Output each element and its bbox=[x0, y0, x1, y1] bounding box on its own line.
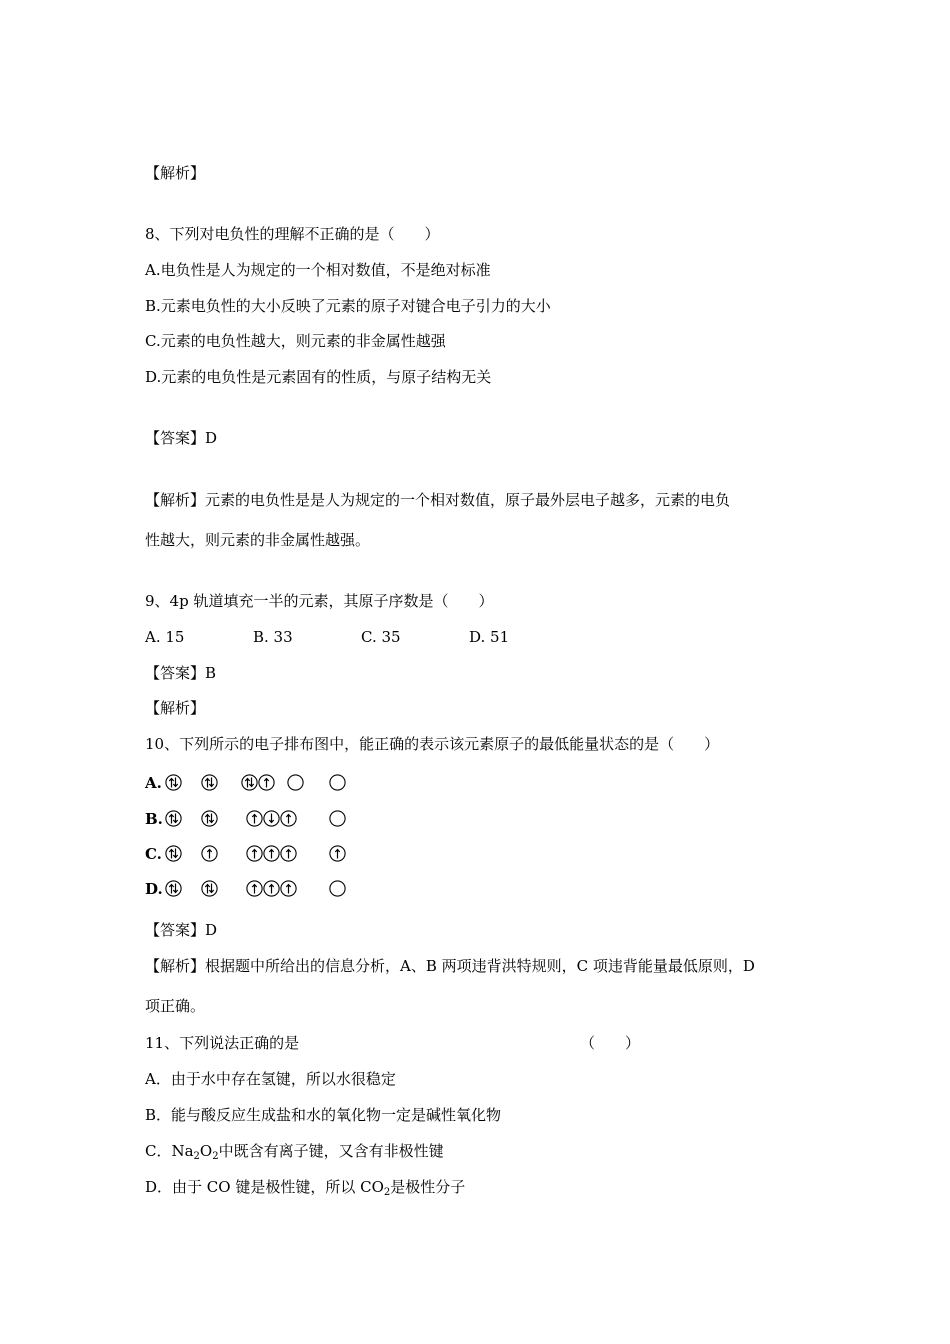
q11-option-d-sub: 2 bbox=[383, 1187, 391, 1198]
orbital-up-icon bbox=[246, 880, 263, 897]
q11-option-a: A．由于水中存在氢键，所以水很稳定 bbox=[145, 1070, 396, 1088]
q11-option-c-suffix: 中既含有离子键，又含有非极性键 bbox=[218, 1142, 444, 1160]
orbital-paired-icon bbox=[201, 810, 218, 827]
q11-option-b: B．能与酸反应生成盐和水的氧化物一定是碱性氧化物 bbox=[145, 1106, 502, 1124]
q10-answer: 【答案】D bbox=[145, 921, 218, 939]
q8-analysis-line2: 性越大，则元素的非金属性越强。 bbox=[145, 531, 371, 549]
orbital-up-icon bbox=[201, 845, 218, 862]
q9-stem: 9、4p 轨道填充一半的元素，其原子序数是（ ） bbox=[145, 592, 494, 610]
orbital-up-icon bbox=[246, 810, 263, 827]
orbital-empty-icon bbox=[329, 774, 346, 791]
orbital-paired-icon bbox=[165, 810, 182, 827]
q10-row-b-label: B. bbox=[145, 810, 163, 828]
q11-option-d-suffix: 是极性分子 bbox=[390, 1178, 466, 1196]
q10-stem: 10、下列所示的电子排布图中，能正确的表示该元素原子的最低能量状态的是（ ） bbox=[145, 735, 720, 753]
orbital-up-icon bbox=[280, 880, 297, 897]
q11-paren: （ ） bbox=[580, 1034, 641, 1052]
q9-option-a: A. 15 bbox=[145, 628, 185, 646]
orbital-up-icon bbox=[329, 845, 346, 862]
q8-option-d: D.元素的电负性是元素固有的性质，与原子结构无关 bbox=[145, 368, 492, 386]
q11-option-d-prefix: D．由于 CO 键是极性键，所以 CO bbox=[145, 1178, 384, 1196]
q11-option-d bbox=[145, 1177, 465, 1203]
q10-row-a-label: A. bbox=[145, 774, 162, 792]
q10-analysis-line1: 【解析】根据题中所给出的信息分析，A、B 两项违背洪特规则，C 项违背能量最低原则，D bbox=[145, 957, 755, 975]
orbital-empty-icon bbox=[329, 880, 346, 897]
orbital-down-icon bbox=[263, 810, 280, 827]
q8-answer: 【答案】D bbox=[145, 429, 218, 447]
q11-option-c-prefix: C．Na bbox=[145, 1142, 194, 1160]
orbital-up-icon bbox=[263, 845, 280, 862]
q11-option-c-sub1: 2 bbox=[193, 1151, 200, 1162]
orbital-up-icon bbox=[246, 845, 263, 862]
q11-option-c bbox=[145, 1141, 444, 1167]
q8-analysis-line1: 【解析】元素的电负性是是人为规定的一个相对数值，原子最外层电子越多，元素的电负 bbox=[145, 491, 731, 509]
q8-option-a: A.电负性是人为规定的一个相对数值，不是绝对标准 bbox=[145, 261, 491, 279]
orbital-up-icon bbox=[280, 810, 297, 827]
orbital-paired-icon bbox=[241, 774, 258, 791]
orbital-empty-icon bbox=[287, 774, 304, 791]
q9-option-d: D. 51 bbox=[469, 628, 510, 646]
orbital-paired-icon bbox=[201, 774, 218, 791]
q7-analysis-label: 【解析】 bbox=[145, 164, 206, 182]
q10-row-c-label: C. bbox=[145, 845, 162, 863]
q8-option-b: B.元素电负性的大小反映了元素的原子对键合电子引力的大小 bbox=[145, 297, 551, 315]
q10-analysis-line2: 项正确。 bbox=[145, 997, 206, 1015]
q10-row-d-label: D. bbox=[145, 880, 163, 898]
q11-option-c-sub2: 2 bbox=[212, 1151, 219, 1162]
orbital-empty-icon bbox=[329, 810, 346, 827]
orbital-up-icon bbox=[263, 880, 280, 897]
q8-option-c: C.元素的电负性越大，则元素的非金属性越强 bbox=[145, 332, 446, 350]
q9-answer: 【答案】B bbox=[145, 664, 217, 682]
orbital-paired-icon bbox=[201, 880, 218, 897]
q11-option-c-mid: O bbox=[199, 1142, 213, 1160]
q9-options bbox=[145, 627, 745, 647]
orbital-up-icon bbox=[280, 845, 297, 862]
q9-option-c: C. 35 bbox=[361, 628, 401, 646]
q8-stem: 8、下列对电负性的理解不正确的是（ ） bbox=[145, 225, 440, 243]
orbital-up-icon bbox=[258, 774, 275, 791]
q9-option-b: B. 33 bbox=[253, 628, 293, 646]
orbital-paired-icon bbox=[165, 845, 182, 862]
orbital-paired-icon bbox=[165, 774, 182, 791]
orbital-paired-icon bbox=[165, 880, 182, 897]
q11-stem: 11、下列说法正确的是 bbox=[145, 1034, 300, 1052]
q9-analysis: 【解析】 bbox=[145, 699, 206, 717]
